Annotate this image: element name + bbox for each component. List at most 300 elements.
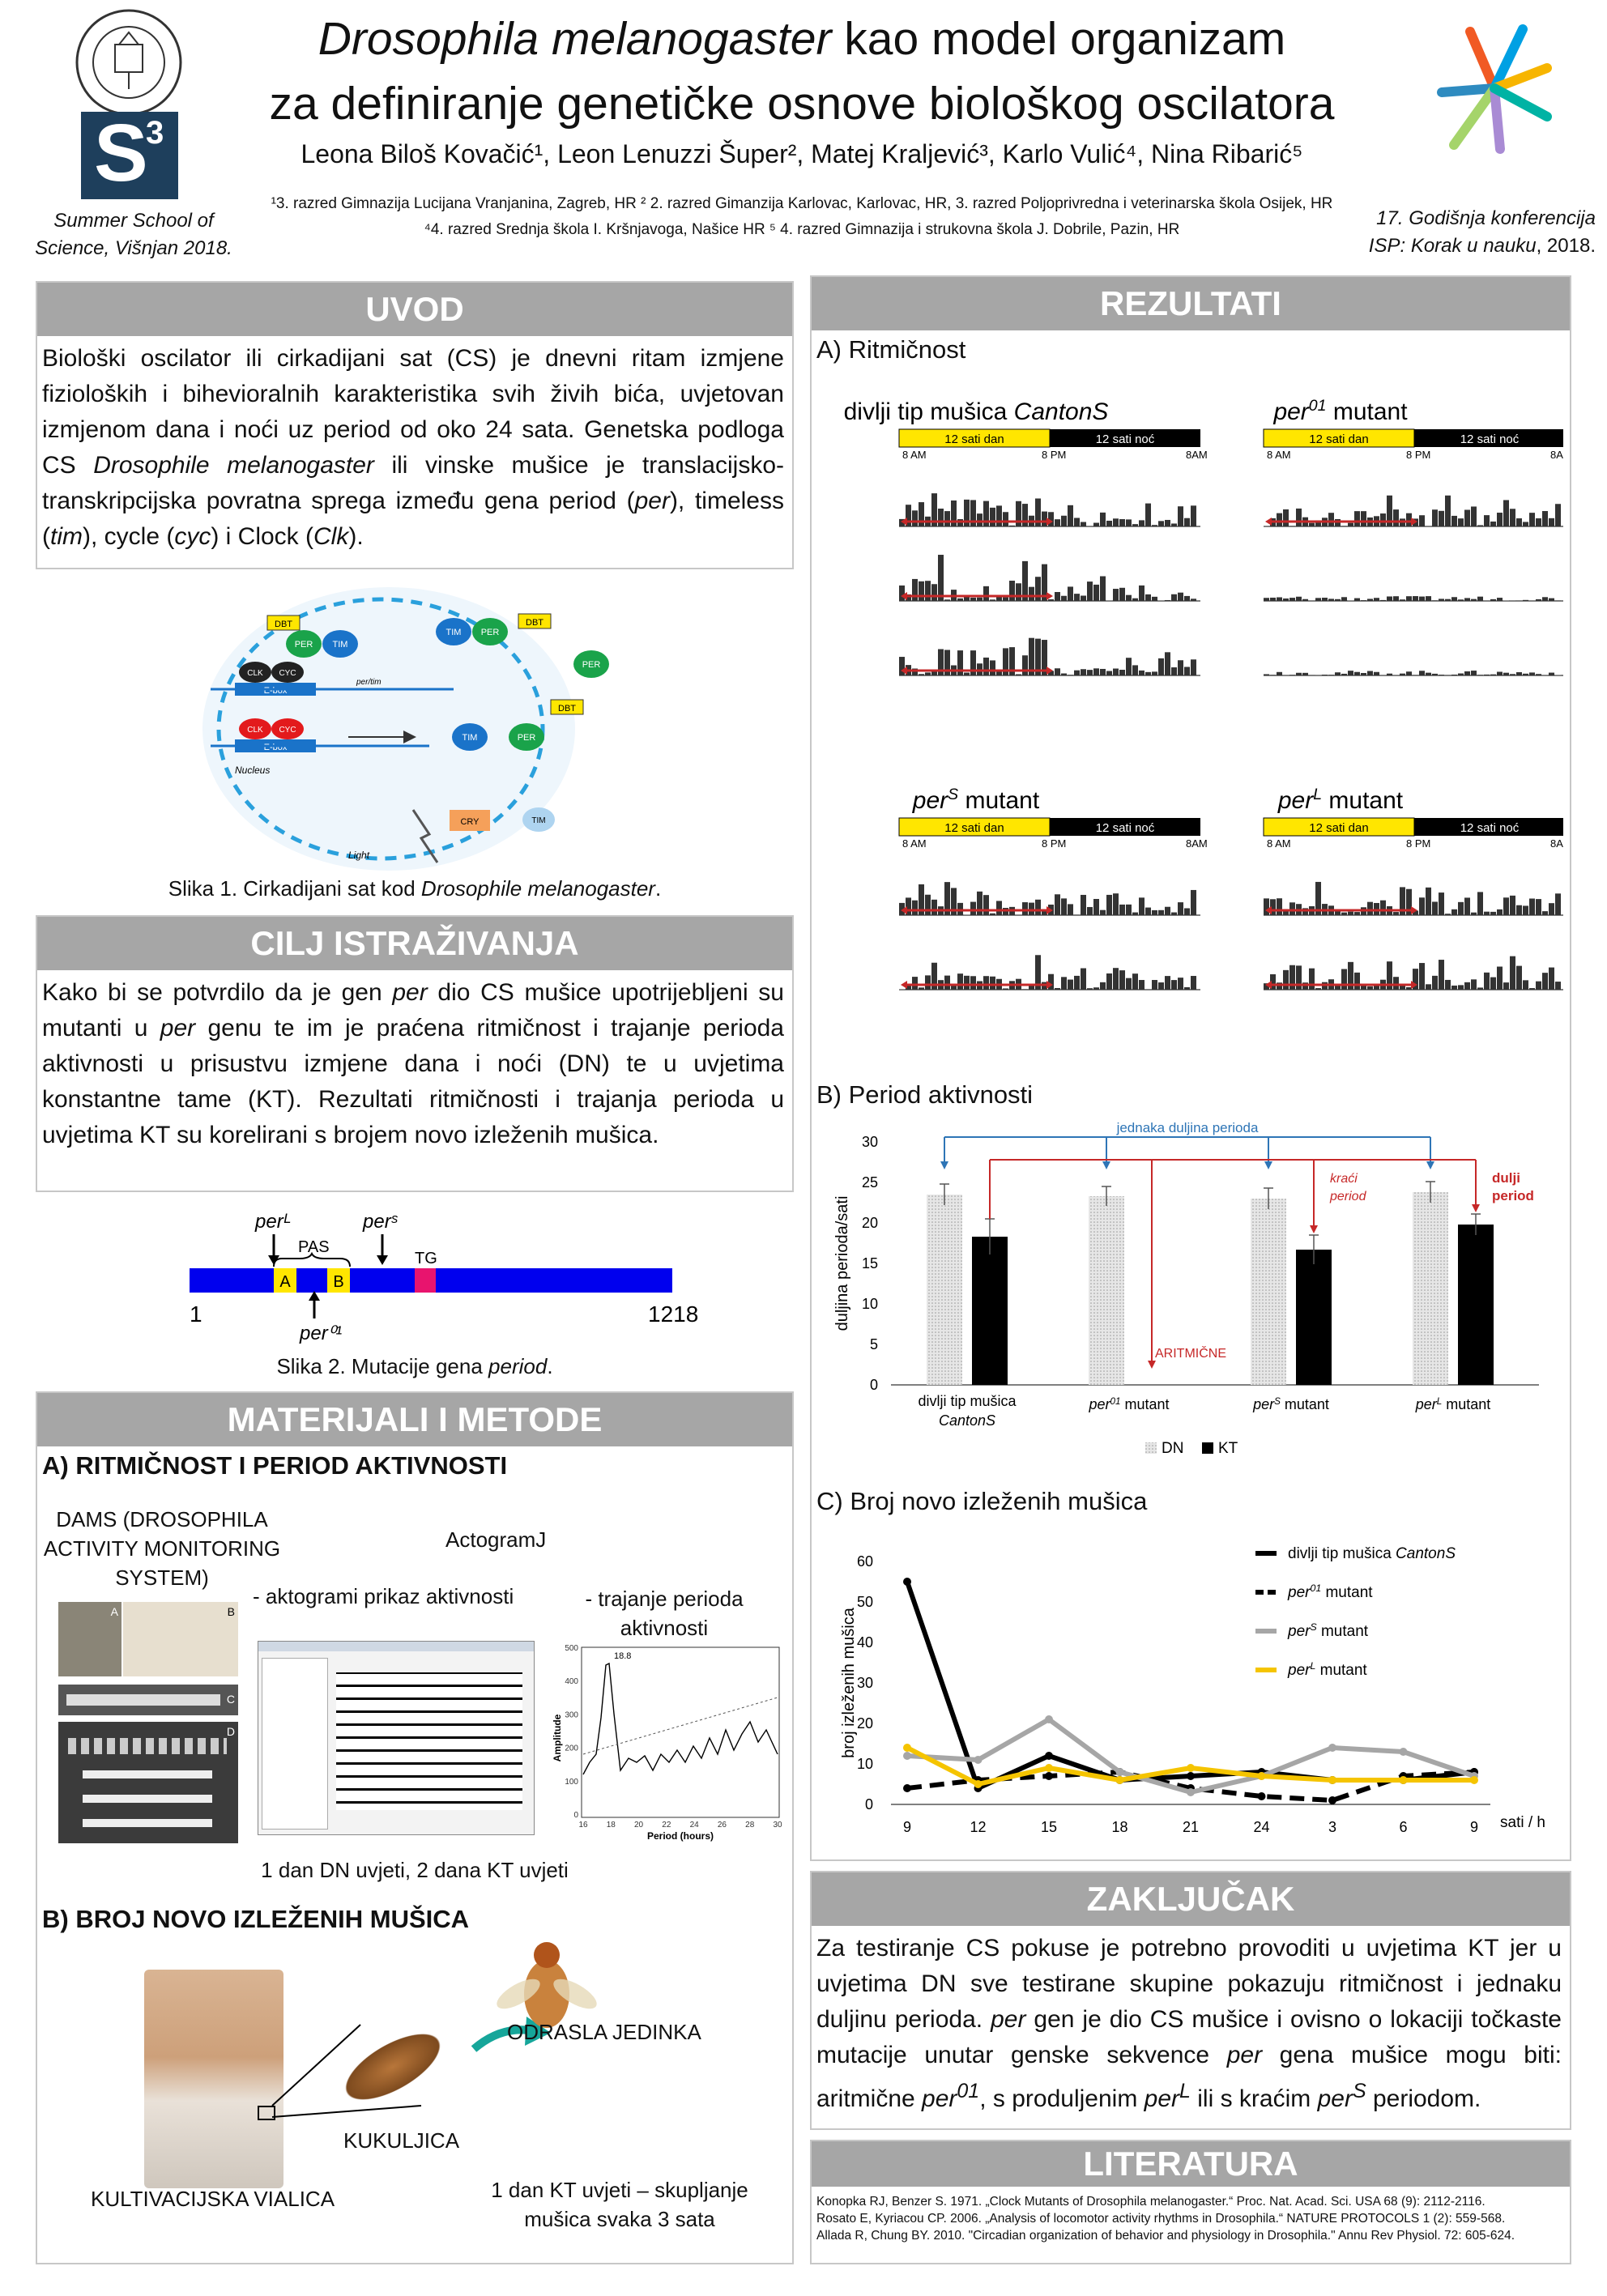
activity-bar (990, 660, 995, 675)
activity-bar (1270, 598, 1276, 601)
activity-bar (1068, 586, 1073, 601)
activity-bar (1055, 894, 1060, 915)
activity-bar (951, 986, 957, 990)
bar-DN (1413, 1192, 1448, 1385)
activity-bar (1484, 515, 1490, 526)
activity-bar (1165, 652, 1170, 675)
activity-bar (1536, 899, 1541, 915)
actogramj-label: ActogramJ (445, 1527, 547, 1552)
activity-bar (1100, 513, 1106, 526)
activity-bar (1451, 597, 1457, 601)
activity-bar (1029, 587, 1034, 601)
activity-bar (1451, 516, 1457, 526)
activity-bar (1178, 978, 1183, 990)
isp-star-logo (1426, 11, 1563, 157)
activity-bar (1100, 982, 1106, 990)
activity-bar (1068, 505, 1073, 526)
activity-bar (919, 987, 924, 990)
periodogram-xtick: 28 (745, 1821, 755, 1830)
activity-bar (1542, 973, 1548, 990)
bar-KT (1458, 1225, 1494, 1385)
cilj-section (36, 915, 794, 1192)
activity-bar (1119, 519, 1125, 526)
line-point (1400, 1748, 1408, 1756)
activity-bar (938, 509, 944, 526)
activity-bar (1309, 969, 1315, 990)
activity-bar (1555, 982, 1561, 990)
line-point (1187, 1772, 1195, 1780)
activity-bar (1471, 506, 1477, 526)
activity-bar (1426, 888, 1431, 915)
bar-legend-label: KT (1218, 1440, 1238, 1457)
activity-bar (1400, 674, 1405, 675)
activity-bar (1549, 598, 1554, 601)
activity-bar (1277, 898, 1282, 915)
activity-bar (1132, 913, 1138, 915)
line-point (1045, 1772, 1053, 1780)
activity-bar (1022, 504, 1028, 526)
activity-bar (996, 901, 1002, 915)
activity-bar (1374, 903, 1379, 915)
line-ylabel: broj izleženih mušica (840, 1608, 858, 1758)
bar-category-label: per$^L$ mutant (1415, 1395, 1491, 1412)
activity-bar (1296, 509, 1302, 526)
activity-bar (1158, 982, 1164, 990)
line-legend-label: per$^S$ mutant (1288, 1621, 1369, 1640)
activity-bar (1264, 598, 1269, 601)
bar-ytick: 30 (861, 1134, 878, 1150)
activity-bar (1439, 960, 1444, 990)
activity-bar (1074, 594, 1080, 601)
periodogram-peak: 18.8 (614, 1651, 632, 1661)
activity-bar (964, 672, 970, 675)
activity-bar (1093, 987, 1099, 990)
svg-text:CYC: CYC (279, 726, 296, 735)
domain-b-label: B (333, 1273, 344, 1291)
dams-photo-d: D (58, 1722, 238, 1843)
cry-label: CRY (460, 817, 480, 827)
activity-bar (970, 976, 976, 990)
metode-sub-a: A) RITMIČNOST I PERIOD AKTIVNOSTI (42, 1451, 508, 1480)
activity-bar (1184, 667, 1190, 675)
reference-item: Rosato E, Kyriacou CP. 2006. „Analysis of locomotor activity rhythms in Drosophila.“ NATURE PROTOCOLS 1 (2): 559-568. (816, 2212, 1506, 2226)
activity-bar (1191, 659, 1196, 675)
activity-bar (1341, 913, 1347, 915)
activity-bar (1380, 513, 1386, 526)
activity-bar (1445, 599, 1451, 601)
activity-bar (1132, 524, 1138, 526)
activity-bar (1354, 511, 1360, 526)
activity-bar (1400, 986, 1405, 990)
activity-bar (919, 581, 924, 601)
activity-bar (1106, 973, 1112, 990)
activity-bar (1477, 597, 1483, 601)
activity-bar (912, 901, 918, 915)
activity-bar (1171, 980, 1177, 990)
periodogram-ylabel: Amplitude (552, 1714, 563, 1762)
activity-bar (1184, 987, 1190, 990)
activity-bar (1289, 902, 1295, 915)
activity-bar (1003, 988, 1008, 990)
periodogram-ytick: 100 (565, 1777, 578, 1787)
activity-bar (1361, 511, 1366, 526)
activity-bar (899, 657, 905, 675)
activity-bar (1061, 596, 1067, 601)
bar-category-label: per$^S$ mutant (1253, 1395, 1329, 1412)
activity-bar (1042, 512, 1047, 526)
time-label: 8 PM (1042, 449, 1067, 461)
activity-bar (1477, 892, 1483, 915)
line-xtick: 9 (1469, 1819, 1479, 1835)
activity-bar (1055, 592, 1060, 601)
activity-bar (1471, 979, 1477, 990)
tg-label: TG (415, 1250, 437, 1267)
bar-ytick: 25 (861, 1174, 878, 1191)
periodogram-xtick: 20 (634, 1821, 644, 1830)
activity-bar (1458, 674, 1464, 675)
activity-bar (977, 598, 983, 601)
activity-bar (1093, 585, 1099, 601)
activity-bar (1074, 976, 1080, 990)
line-point (1328, 1744, 1336, 1752)
activity-bar (1529, 672, 1535, 675)
activity-bar (1113, 893, 1119, 915)
activity-bar (1126, 595, 1132, 601)
per-label: PER (294, 640, 313, 650)
activity-bar (1419, 597, 1425, 601)
clk-label: CLK (247, 669, 263, 678)
activity-bar (1380, 600, 1386, 601)
activity-bar (990, 599, 995, 601)
periodogram-xtick: 26 (717, 1821, 727, 1830)
activity-bar (1393, 596, 1399, 601)
line-point (1258, 1792, 1266, 1800)
activity-bar (1367, 671, 1373, 675)
vialica-label: KULTIVACIJSKA VIALICA (91, 2187, 335, 2211)
activity-bar (1081, 522, 1086, 526)
actogram-title: per$^S$ mutant (912, 786, 1040, 814)
activity-bar (1145, 908, 1151, 915)
activity-bar (1484, 912, 1490, 915)
periodogram-xtick: 16 (578, 1821, 588, 1830)
perS-label: perˢ (363, 1211, 398, 1233)
actogram-title: divlji tip mušica CantonS (843, 398, 1109, 425)
activity-bar (1113, 589, 1119, 601)
activity-bar (1165, 520, 1170, 526)
activity-bar (1503, 673, 1509, 675)
svg-text:CLK: CLK (247, 726, 263, 735)
activity-bar (1497, 967, 1503, 990)
activity-bar (1484, 973, 1490, 990)
activity-bar (1145, 594, 1151, 601)
svg-text:DBT: DBT (558, 704, 576, 714)
actograms-panel (818, 373, 1563, 1020)
activity-bar (1516, 966, 1522, 990)
line-ytick: 40 (856, 1634, 873, 1651)
night-bar-label: 12 sati noć (1460, 821, 1520, 835)
bar-ytick: 10 (861, 1296, 878, 1312)
activity-bar (1093, 899, 1099, 915)
activity-bar (1003, 908, 1008, 915)
activity-bar (1510, 509, 1515, 526)
uvod-heading: UVOD (37, 283, 792, 336)
activity-bar (1393, 912, 1399, 915)
activity-bar (1529, 513, 1535, 526)
activity-bar (957, 519, 963, 526)
activity-bar (1328, 513, 1334, 526)
activity-bar (912, 977, 918, 990)
activity-bar (1139, 980, 1145, 990)
activity-bar (1165, 976, 1170, 990)
activity-bar (1126, 519, 1132, 526)
activity-bar (1009, 581, 1015, 601)
authors: Leona Biloš Kovačić¹, Leon Lenuzzi Šuper², Matej Kraljević³, Karlo Vulić⁴, Nina Ribarić⁵ (301, 139, 1303, 168)
activity-bar (912, 510, 918, 526)
day-bar-label: 12 sati dan (944, 432, 1004, 446)
title-line1-rest: kao model organizam (831, 13, 1286, 65)
activity-bar (1341, 597, 1347, 601)
aktogrami-label: - aktogrami prikaz aktivnosti (253, 1584, 514, 1608)
periodogram-plot (551, 1641, 786, 1843)
svg-text:period: period (1492, 1188, 1534, 1203)
dbt-label: DBT (275, 620, 292, 629)
activity-bar (1510, 956, 1515, 990)
activity-bar (1139, 671, 1145, 675)
activity-bar (1191, 890, 1196, 915)
line-xtick: 12 (970, 1819, 987, 1835)
line-ytick: 0 (864, 1796, 873, 1813)
line-point (1187, 1788, 1195, 1796)
activity-bar (1361, 600, 1366, 601)
line-legend-label: divlji tip mušica CantonS (1288, 1545, 1456, 1562)
activity-bar (1061, 977, 1067, 990)
activity-bar (1309, 600, 1315, 601)
uvod-text: Biološki oscilator ili cirkadijani sat (CS) je dnevni ritam izmjene fizioloških i bihevioralnih karakteristika svih živih bića, uvjetovan izmjenom dana i noći uz period od oko 24 sata. Genetska podloga CS Drosophile melanogaster ili vinske mušice je translacijsko-transkripcijska povratna sprega između gena period (per), timeless (tim), cycle (cyc) i Clock (Clk). (42, 345, 784, 550)
activity-bar (1458, 985, 1464, 990)
activity-bar (1354, 912, 1360, 915)
line-xtick: 9 (902, 1819, 912, 1835)
activity-bar (1516, 905, 1522, 915)
time-label: 8 AM (1267, 837, 1291, 850)
activity-bar (1536, 674, 1541, 675)
activity-bar (1048, 599, 1054, 601)
bar-legend-swatch (1202, 1442, 1213, 1454)
activity-bar (1003, 512, 1008, 526)
ebox-label: E-box (263, 686, 288, 696)
day-bar-label: 12 sati dan (1309, 821, 1369, 835)
activity-bar (1016, 583, 1021, 601)
activity-bar (1432, 976, 1438, 990)
activity-bar (1542, 511, 1548, 526)
per01-label: per⁰¹ (300, 1323, 343, 1344)
rezultati-sub-b: B) Period aktivnosti (816, 1080, 1034, 1109)
activity-bar (1354, 672, 1360, 675)
activity-bar (1068, 904, 1073, 915)
activity-bar (1549, 968, 1554, 990)
activity-bar (1406, 671, 1412, 675)
activity-bar (1152, 597, 1157, 601)
activity-bar (1354, 973, 1360, 990)
activity-bar (1061, 674, 1067, 675)
literatura-heading: LITERATURA (812, 2141, 1570, 2187)
activity-bar (1490, 599, 1496, 601)
activity-bar (1419, 515, 1425, 526)
rezultati-sub-a: A) Ritmičnost (816, 335, 966, 364)
activity-bar (925, 581, 931, 601)
day-bar-label: 12 sati dan (1309, 432, 1369, 446)
activity-bar (1523, 674, 1528, 675)
activity-bar (1055, 988, 1060, 990)
activity-bar (1419, 897, 1425, 915)
activity-bar (1523, 905, 1528, 915)
emergence-line-chart (818, 1529, 1563, 1853)
activity-bar (1529, 988, 1535, 990)
activity-bar (1171, 523, 1177, 526)
cilj-text: Kako bi se potvrdilo da je gen per dio CS mušice upotrijebljeni su mutanti u per genu te im je praćena ritmičnost i trajanje perioda aktivnosti u prisustvu izmjene dana i noći (DN) te u uvjetima konstantne tame (KT). Rezultati ritmičnosti i trajanja perioda u uvjetima KT su korelirani s brojem novo izleženih mušica. (42, 979, 784, 1148)
activity-bar (944, 976, 950, 990)
kukuljica-label: KUKULJICA (343, 2128, 460, 2153)
bar-DN (1251, 1199, 1286, 1385)
activity-bar (1283, 598, 1289, 601)
line-ytick: 50 (856, 1594, 873, 1610)
annotation-shorter: kraći (1330, 1172, 1358, 1186)
activity-bar (1277, 513, 1282, 526)
activity-bar (1171, 667, 1177, 675)
skupljanje-label: 1 dan KT uvjeti – skupljanje mušica svaka 3 sata (491, 2178, 748, 2231)
metode-heading: MATERIJALI I METODE (37, 1393, 792, 1446)
activity-bar (1426, 673, 1431, 675)
svg-text:DBT: DBT (526, 618, 543, 628)
activity-bar (990, 977, 995, 990)
activity-bar (1184, 908, 1190, 915)
activity-bar (899, 989, 905, 990)
activity-bar (1380, 901, 1386, 915)
activity-bar (938, 555, 944, 601)
activity-bar (1510, 674, 1515, 675)
activity-bar (1354, 598, 1360, 601)
activity-bar (1152, 910, 1157, 915)
periodogram-xlabel: Period (hours) (646, 1830, 714, 1842)
activity-bar (964, 976, 970, 990)
activity-bar (1328, 598, 1334, 601)
activity-bar (1003, 598, 1008, 601)
line-series-0 (907, 1582, 1474, 1788)
activity-bar (1400, 599, 1405, 601)
activity-bar (1406, 596, 1412, 601)
activity-bar (1464, 982, 1470, 990)
activity-bar (1100, 577, 1106, 601)
pertim-label: per/tim (356, 678, 382, 687)
activity-bar (970, 902, 976, 915)
rezultati-heading: REZULTATI (812, 277, 1570, 330)
line-point (1045, 1715, 1053, 1723)
rezultati-sub-c: C) Broj novo izleženih mušica (816, 1487, 1148, 1515)
periodogram-ytick: 0 (573, 1811, 578, 1820)
activity-bar (925, 975, 931, 990)
fig2-caption: Slika 2. Mutacije gena period. (276, 1354, 553, 1378)
bar-DN (1089, 1196, 1124, 1385)
activity-bar (1406, 987, 1412, 990)
activity-bar (1555, 600, 1561, 601)
activity-bar (1503, 982, 1509, 990)
line-ytick: 30 (856, 1675, 873, 1691)
activity-bar (1119, 588, 1125, 601)
periodogram-xtick: 30 (773, 1821, 782, 1830)
activity-bar (1178, 506, 1183, 526)
activity-bar (1497, 598, 1503, 601)
line-ytick: 10 (856, 1756, 873, 1772)
line-ytick: 20 (856, 1715, 873, 1732)
bar-category-label: divlji tip mušica (918, 1393, 1017, 1409)
activity-bar (1126, 658, 1132, 675)
activity-bar (1374, 598, 1379, 601)
activity-bar (1191, 976, 1196, 990)
activity-bar (1374, 672, 1379, 675)
activity-bar (1152, 525, 1157, 526)
activity-bar (1289, 598, 1295, 601)
summer-school-note: Summer School of Science, Višnjan 2018. (35, 210, 232, 259)
s3-logo (81, 108, 178, 199)
activity-bar (1367, 986, 1373, 990)
activity-bar (1296, 673, 1302, 675)
zakljucak-heading: ZAKLJUČAK (812, 1872, 1570, 1926)
line-xlabel: sati / h (1500, 1814, 1545, 1831)
activity-bar (919, 502, 924, 526)
activity-bar (1100, 669, 1106, 675)
dams-photo-b: B (123, 1602, 238, 1676)
activity-bar (1510, 600, 1515, 601)
activity-bar (1055, 668, 1060, 675)
activity-bar (1087, 670, 1093, 675)
activity-bar (1171, 594, 1177, 601)
activity-bar (1106, 895, 1112, 915)
activity-bar (1264, 674, 1269, 675)
svg-text:period: period (1330, 1190, 1366, 1203)
activity-bar (1309, 523, 1315, 526)
activity-bar (1081, 595, 1086, 601)
activity-bar (1490, 978, 1496, 990)
activity-bar (1458, 599, 1464, 601)
activity-bar (1477, 525, 1483, 526)
activity-bar (1184, 596, 1190, 601)
fig1-caption: Slika 1. Cirkadijani sat kod Drosophile melanogaster. (168, 876, 662, 901)
activity-bar (1061, 516, 1067, 526)
line-legend-label: per$^L$ mutant (1288, 1660, 1367, 1679)
line-point (1328, 1776, 1336, 1784)
title-line2: za definiranje genetičke osnove biološkog oscilatora (269, 78, 1335, 130)
activity-bar (1471, 913, 1477, 915)
activity-bar (1471, 599, 1477, 601)
activity-bar (1549, 903, 1554, 915)
activity-bar (1068, 980, 1073, 990)
activity-bar (1549, 518, 1554, 526)
activity-bar (1348, 523, 1353, 526)
line-point (903, 1752, 911, 1760)
activity-bar (1497, 909, 1503, 915)
activity-bar (931, 584, 937, 601)
activity-bar (1426, 984, 1431, 990)
activity-bar (1158, 521, 1164, 526)
activity-bar (1529, 899, 1535, 915)
activity-bar (1432, 901, 1438, 915)
svg-text:TIM: TIM (445, 628, 462, 637)
activity-bar (1022, 655, 1028, 675)
time-label: 8 PM (1406, 837, 1431, 850)
line-xtick: 3 (1328, 1819, 1337, 1835)
bar-category-label: CantonS (938, 1412, 996, 1429)
activity-bar (1464, 598, 1470, 601)
activity-bar (1074, 914, 1080, 915)
